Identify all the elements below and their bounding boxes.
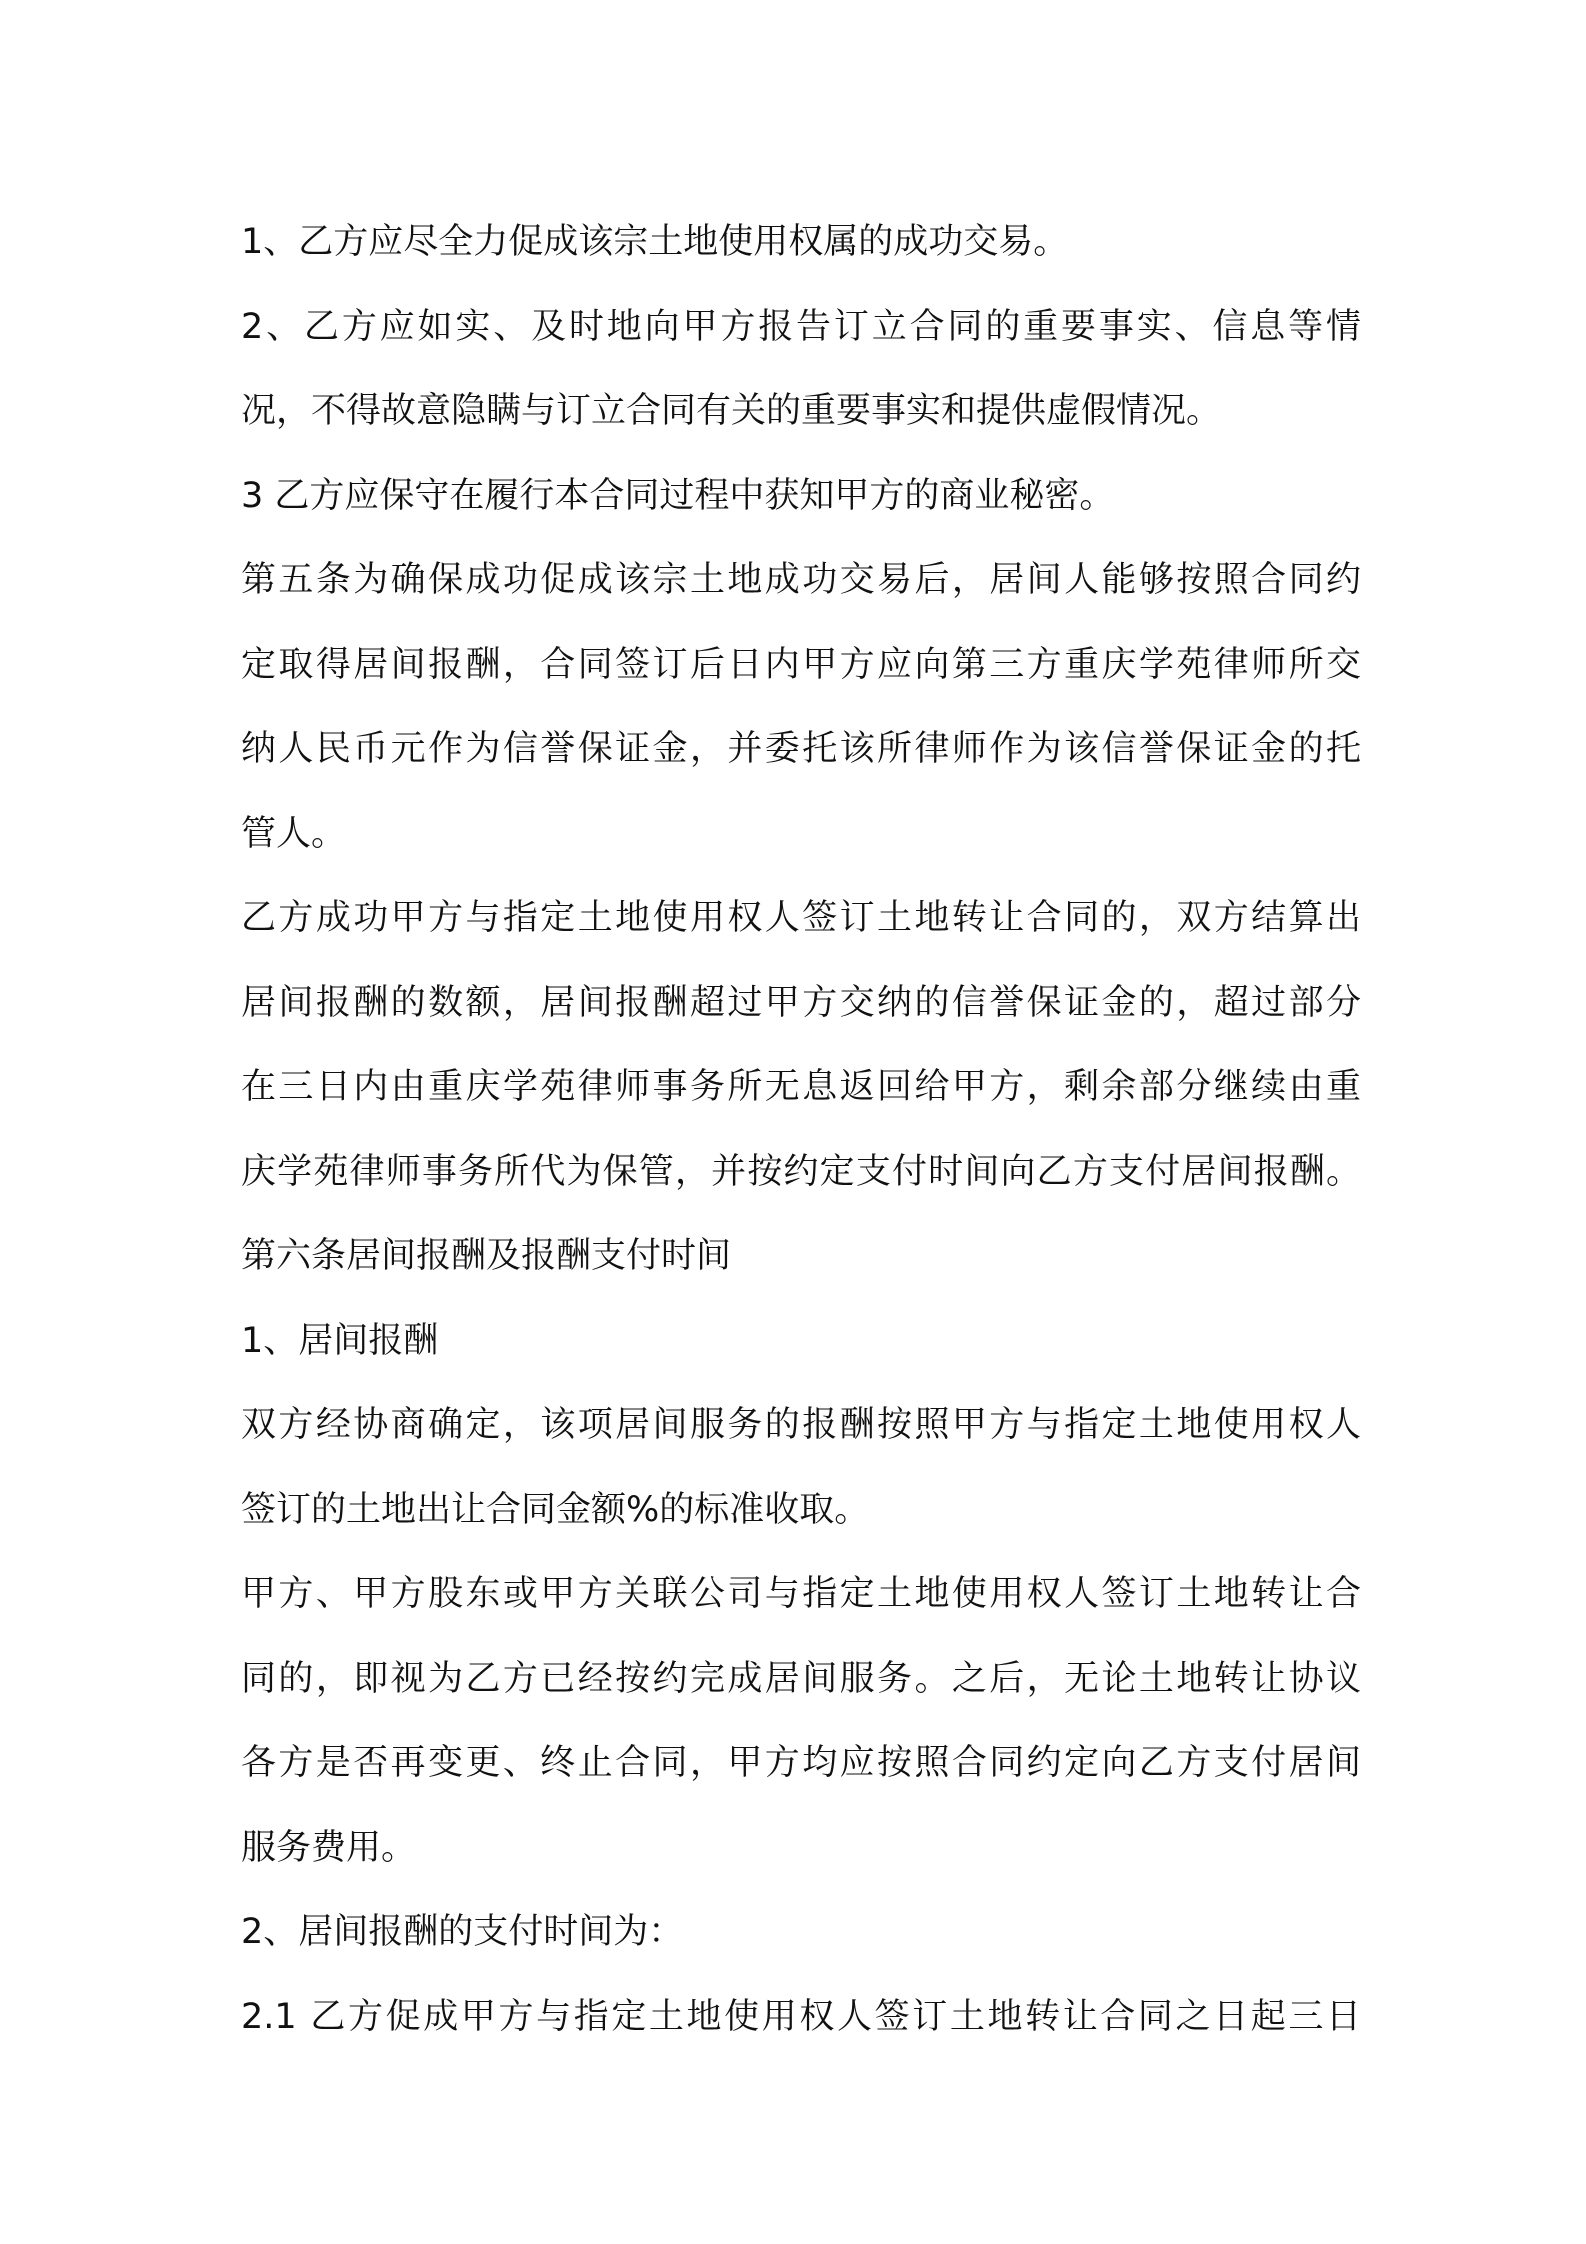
text-line-10: 居间报酬的数额，居间报酬超过甲方交纳的信誉保证金的，超过部分 — [241, 982, 1361, 1023]
text-line-1: 1、乙方应尽全力促成该宗土地使用权属的成功交易。 — [241, 222, 1069, 262]
contract-text — [241, 200, 1361, 2059]
text-line-2: 2、乙方应如实、及时地向甲方报告订立合同的重要事实、信息等情 — [241, 306, 1361, 347]
text-line-20: 服务费用。 — [241, 1827, 417, 1868]
text-line-3: 况，不得故意隐瞒与订立合同有关的重要事实和提供虚假情况。 — [241, 391, 1222, 431]
text-line-9: 乙方成功甲方与指定土地使用权人签订土地转让合同的，双方结算出 — [241, 898, 1361, 938]
text-line-15: 双方经协商确定，该项居间服务的报酬按照甲方与指定土地使用权人 — [241, 1405, 1361, 1445]
text-line-11: 在三日内由重庆学苑律师事务所无息返回给甲方，剩余部分继续由重 — [241, 1067, 1361, 1107]
text-line-18: 同的，即视为乙方已经按约完成居间服务。之后，无论土地转让协议 — [241, 1658, 1361, 1699]
text-line-8: 管人。 — [241, 813, 347, 854]
text-line-7: 纳人民币元作为信誉保证金，并委托该所律师作为该信誉保证金的托 — [241, 729, 1361, 769]
text-line-12: 庆学苑律师事务所代为保管，并按约定支付时间向乙方支付居间报酬。 — [241, 1151, 1361, 1192]
text-line-16: 签订的土地出让合同金额%的标准收取。 — [241, 1489, 870, 1530]
text-line-22: 2.1 乙方促成甲方与指定土地使用权人签订土地转让合同之日起三日 — [241, 1996, 1361, 2037]
text-line-6: 定取得居间报酬，合同签订后日内甲方应向第三方重庆学苑律师所交 — [241, 644, 1361, 685]
text-line-5: 第五条为确保成功促成该宗土地成功交易后，居间人能够按照合同约 — [241, 560, 1361, 600]
text-line-4: 3 乙方应保守在履行本合同过程中获知甲方的商业秘密。 — [241, 475, 1115, 516]
text-line-19: 各方是否再变更、终止合同，甲方均应按照合同约定向乙方支付居间 — [241, 1743, 1361, 1783]
text-line-21: 2、居间报酬的支付时间为： — [241, 1912, 684, 1952]
text-line-17: 甲方、甲方股东或甲方关联公司与指定土地使用权人签订土地转让合 — [241, 1574, 1361, 1614]
text-line-14: 1、居间报酬 — [241, 1320, 439, 1361]
text-line-13: 第六条居间报酬及报酬支付时间 — [241, 1236, 732, 1276]
